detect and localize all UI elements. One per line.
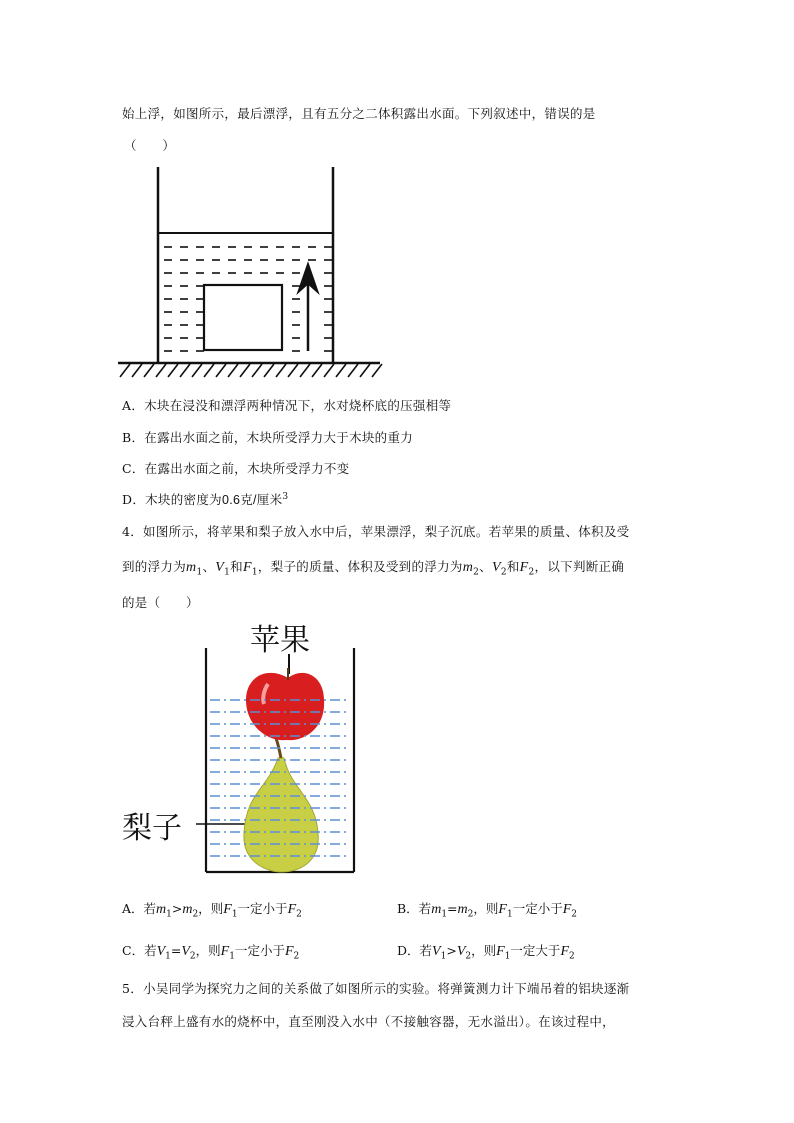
beaker-block-figure: [118, 165, 388, 385]
ground-hatch-line: [132, 364, 142, 377]
q4-line-1: 4．如图所示，将苹果和梨子放入水中后，苹果漂浮，梨子沉底。若苹果的质量、体积及受: [122, 524, 630, 539]
q3-option-c: C．在露出水面之前，木块所受浮力不变: [122, 461, 350, 476]
ground-hatch-line: [264, 364, 274, 377]
q3-option-d: D．木块的密度为0.6克/厘米$^3$: [122, 491, 289, 507]
q4-option-b: B．若$m_1=m_2$，则$F_1$一定小于$F_2$: [397, 901, 578, 920]
ground-hatch-line: [360, 364, 370, 377]
ground-hatch-line: [120, 364, 130, 377]
pear: [244, 738, 318, 872]
ground-hatch-line: [192, 364, 202, 377]
ground-hatch-line: [276, 364, 286, 377]
q5-line-2: 浸入台秤上盛有水的烧杯中，直至刚没入水中（不接触容器，无水溢出）。在该过程中，: [122, 1014, 615, 1029]
apple-label: 苹果: [250, 623, 310, 658]
ground-hatch-line: [252, 364, 262, 377]
ground-hatch-line: [228, 364, 238, 377]
pear-label: 梨子: [122, 811, 182, 846]
q4-line-3: 的是（ ）: [122, 595, 199, 610]
q3-option-a: A．木块在浸没和漂浮两种情况下，水对烧杯底的压强相等: [122, 398, 452, 413]
upward-arrow: [299, 265, 317, 351]
q4-line-2: 到的浮力为$m_1$、$V_1$和$F_1$，梨子的质量、体积及受到的浮力为$m_2$、$V_2$和$F_2$，以下判断正确: [122, 559, 625, 578]
q3-option-b: B．在露出水面之前，木块所受浮力大于木块的重力: [122, 430, 414, 445]
apple-pear-figure: [118, 618, 368, 880]
q3-answer-paren: （ ）: [124, 138, 176, 153]
ground-hatch-line: [240, 364, 250, 377]
q4-option-a: A．若$m_1>m_2$，则$F_1$一定小于$F_2$: [122, 901, 302, 920]
ground-hatch: [120, 364, 382, 377]
ground-hatch-line: [372, 364, 382, 377]
ground-hatch-line: [324, 364, 334, 377]
ground-hatch-line: [144, 364, 154, 377]
ground-hatch-line: [156, 364, 166, 377]
apple: [246, 668, 324, 740]
wooden-block: [204, 285, 282, 350]
q4-option-d: D．若$V_1>V_2$，则$F_1$一定大于$F_2$: [397, 943, 575, 962]
ground-hatch-line: [336, 364, 346, 377]
ground-hatch-line: [348, 364, 358, 377]
ground-hatch-line: [300, 364, 310, 377]
ground-hatch-line: [312, 364, 322, 377]
ground-hatch-line: [204, 364, 214, 377]
ground-hatch-line: [288, 364, 298, 377]
ground-hatch-line: [168, 364, 178, 377]
q3-stem-tail: 始上浮，如图所示，最后漂浮，且有五分之二体积露出水面。下列叙述中，错误的是: [122, 106, 596, 121]
ground-hatch-line: [216, 364, 226, 377]
q5-line-1: 5．小吴同学为探究力之间的关系做了如图所示的实验。将弹簧测力计下端吊着的铝块逐渐: [122, 981, 630, 996]
q4-option-c: C．若$V_1=V_2$，则$F_1$一定小于$F_2$: [122, 943, 300, 962]
ground-hatch-line: [180, 364, 190, 377]
